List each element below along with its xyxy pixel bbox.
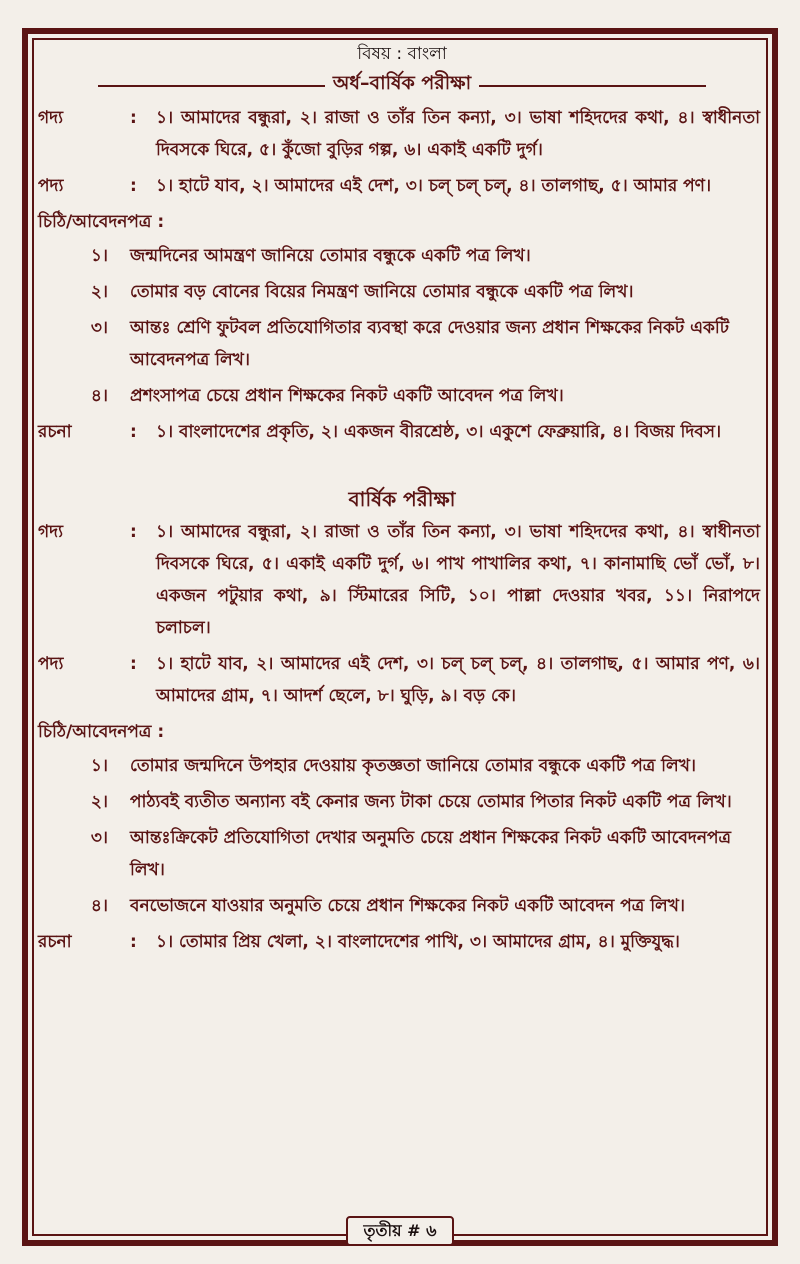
item-text: বনভোজনে যাওয়ার অনুমতি চেয়ে প্রধান শিক্ষকের নিকট একটি আবেদন পত্র লিখ। — [130, 896, 685, 916]
item-number: ২। — [90, 792, 108, 812]
colon: : — [130, 176, 137, 196]
item-text: আন্তঃ শ্রেণি ফুটবল প্রতিযোগিতার ব্যবস্থা করে দেওয়ার জন্য প্রধান শিক্ষকের নিকট একটি আবেদনপত্র লিখ। — [130, 318, 730, 370]
half-yearly-prose-row — [38, 102, 766, 166]
syllabus-content — [38, 40, 766, 962]
poem-list: ১। হাটে যাব, ২। আমাদের এই দেশ, ৩। চল্ চল্ চল্, ৪। তালগাছ, ৫। আমার পণ। — [156, 176, 712, 196]
half-yearly-letters-heading: চিঠি/আবেদনপত্র : — [38, 212, 165, 232]
item-number: ৪। — [90, 386, 108, 406]
half-yearly-essay-row — [38, 416, 766, 448]
prose-label: গদ্য — [38, 108, 64, 128]
prose-list: ১। আমাদের বন্ধুরা, ২। রাজা ও তাঁর তিন কন্যা, ৩। ভাষা শহিদদের কথা, ৪। স্বাধীনতা দিবসকে ঘিরে, ৫। একাই একটি দুর্গ, ৬। পাখ পাখালির কথা, ৭। কানামাছি ভোঁ ভোঁ, ৮। একজন পটুয়ার কথা, ৯। স্টিমারের সিটি, ১০। পাল্লা দেওয়ার খবর, ১১। নিরাপদে চলাচল। — [156, 522, 760, 638]
colon: : — [130, 422, 137, 442]
item-number: ৩। — [90, 318, 108, 338]
item-number: ২। — [90, 282, 108, 302]
item-number: ৩। — [90, 828, 108, 848]
list-item — [38, 822, 766, 886]
poem-label: পদ্য — [38, 176, 64, 196]
colon: : — [130, 108, 137, 128]
subject-title: বিষয় : বাংলা — [357, 44, 447, 64]
list-item — [38, 890, 766, 922]
yearly-poem-row — [38, 648, 766, 712]
yearly-letters-heading: চিঠি/আবেদনপত্র : — [38, 722, 165, 742]
half-yearly-title — [38, 68, 766, 98]
list-item — [38, 240, 766, 272]
half-yearly-title-text: অর্ধ–বার্ষিক পরীক্ষা — [325, 72, 479, 94]
poem-label: পদ্য — [38, 654, 64, 674]
colon: : — [130, 654, 137, 674]
item-text: আন্তঃক্রিকেট প্রতিযোগিতা দেখার অনুমতি চেয়ে প্রধান শিক্ষকের নিকট একটি আবেদনপত্র লিখ। — [130, 828, 732, 880]
essay-label: রচনা — [38, 422, 72, 442]
list-item — [38, 276, 766, 308]
poem-list: ১। হাটে যাব, ২। আমাদের এই দেশ, ৩। চল্ চল্ চল্, ৪। তালগাছ, ৫। আমার পণ, ৬। আমাদের গ্রাম, ৭। আদর্শ ছেলে, ৮। ঘুড়ি, ৯। বড় কে। — [156, 654, 760, 706]
list-item — [38, 786, 766, 818]
list-item — [38, 312, 766, 376]
item-text: তোমার জন্মদিনে উপহার দেওয়ায় কৃতজ্ঞতা জানিয়ে তোমার বন্ধুকে একটি পত্র লিখ। — [130, 756, 696, 776]
yearly-essay-row — [38, 926, 766, 958]
essay-list: ১। তোমার প্রিয় খেলা, ২। বাংলাদেশের পাখি, ৩। আমাদের গ্রাম, ৪। মুক্তিযুদ্ধ। — [156, 932, 680, 952]
list-item — [38, 750, 766, 782]
item-text: জন্মদিনের আমন্ত্রণ জানিয়ে তোমার বন্ধুকে একটি পত্র লিখ। — [130, 246, 531, 266]
essay-list: ১। বাংলাদেশের প্রকৃতি, ২। একজন বীরশ্রেষ্ঠ, ৩। একুশে ফেব্রুয়ারি, ৪। বিজয় দিবস। — [156, 422, 722, 442]
list-item — [38, 380, 766, 412]
prose-list: ১। আমাদের বন্ধুরা, ২। রাজা ও তাঁর তিন কন্যা, ৩। ভাষা শহিদদের কথা, ৪। স্বাধীনতা দিবসকে ঘিরে, ৫। কুঁজো বুড়ির গল্প, ৬। একাই একটি দুর্গ। — [156, 108, 760, 160]
item-text: পাঠ্যবই ব্যতীত অন্যান্য বই কেনার জন্য টাকা চেয়ে তোমার পিতার নিকট একটি পত্র লিখ। — [130, 792, 732, 812]
item-text: প্রশংসাপত্র চেয়ে প্রধান শিক্ষকের নিকট একটি আবেদন পত্র লিখ। — [130, 386, 564, 406]
item-number: ৪। — [90, 896, 108, 916]
yearly-prose-row — [38, 516, 766, 644]
item-text: তোমার বড় বোনের বিয়ের নিমন্ত্রণ জানিয়ে তোমার বন্ধুকে একটি পত্র লিখ। — [130, 282, 634, 302]
item-number: ১। — [90, 246, 108, 266]
prose-label: গদ্য — [38, 522, 64, 542]
half-yearly-poem-row — [38, 170, 766, 202]
item-number: ১। — [90, 756, 108, 776]
colon: : — [130, 932, 137, 952]
colon: : — [130, 522, 137, 542]
page-number-label: তৃতীয় # ৬ — [346, 1216, 454, 1246]
essay-label: রচনা — [38, 932, 72, 952]
yearly-title: বার্ষিক পরীক্ষা — [348, 487, 456, 511]
